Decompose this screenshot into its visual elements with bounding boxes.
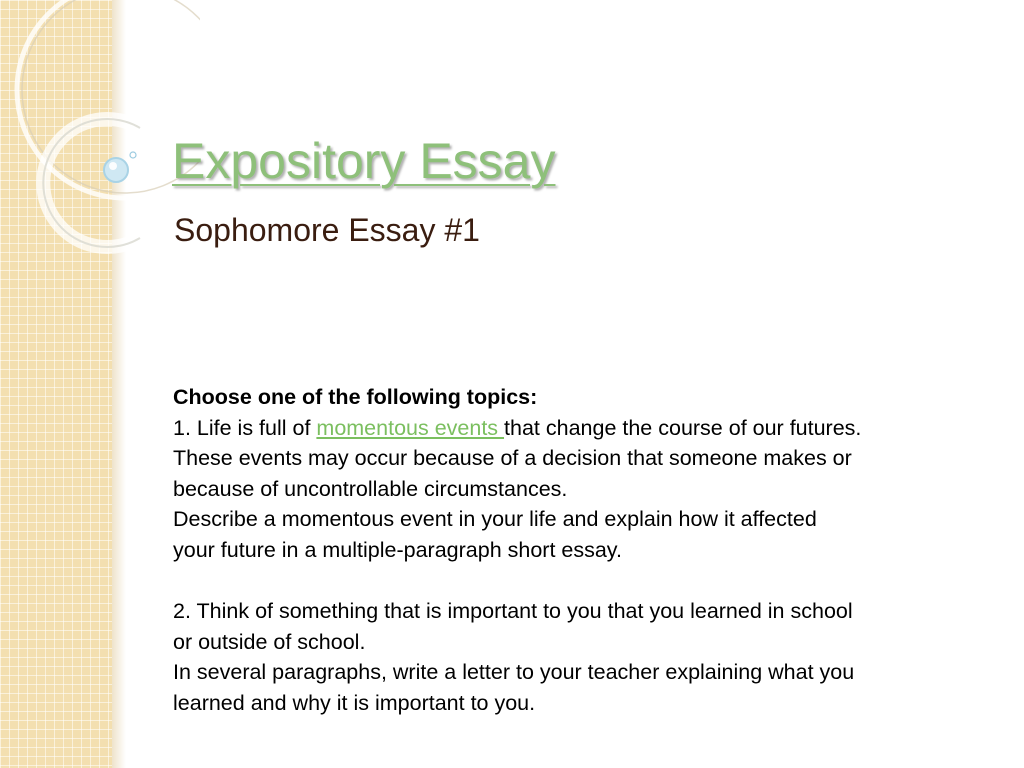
momentous-events-link[interactable]: momentous events	[316, 415, 505, 440]
topics-heading: Choose one of the following topics:	[173, 385, 538, 409]
slide-title: Expository Essay	[172, 133, 556, 189]
topic-1-rest: that change the course of our futures. These events may occur because of a decision that someone makes or because of uncontrollable circumstances.	[173, 415, 862, 501]
topic-1-prefix: 1. Life is full of	[173, 415, 317, 440]
slide-body	[173, 382, 863, 719]
topic-1-text	[173, 413, 863, 505]
decorative-rings-icon	[0, 0, 200, 320]
slide-subtitle: Sophomore Essay #1	[174, 212, 480, 248]
paragraph-spacer	[173, 566, 863, 597]
topic-2-text: 2. Think of something that is important to you that you learned in school or outside of school.	[173, 599, 853, 654]
topic-2-prompt: In several paragraphs, write a letter to your teacher explaining what you learned and why it is important to you.	[173, 660, 855, 715]
topic-1-prompt: Describe a momentous event in your life and explain how it affected your future in a multiple-paragraph short essay.	[173, 507, 817, 562]
